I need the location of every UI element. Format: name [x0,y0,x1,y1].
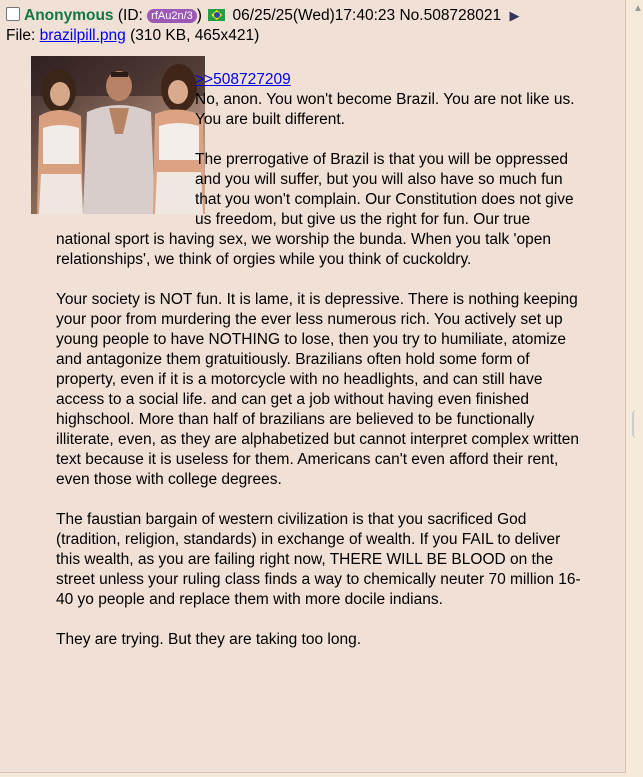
file-info: File: brazilpill.png (310 KB, 465x421) [6,27,260,44]
menu-arrow-icon[interactable]: ▶ [509,8,520,23]
post-paragraph: Your society is NOT fun. It is lame, it is depressive. There is nothing keeping your poor from murdering the ever less numerous rich. You actively set up young people to have NOTHING to lose, then you try to humiliate, atomize and antagonize them gratuitiously. Brazilians often hold some form of property, even if it is a motorcycle with no headlights, and can still have access to a social life. and can get a job without having even finished highschool. More than half of brazilians are believed to be functionally illiterate, even, as they are alphabetized but cannot interpret complex written text because it is useless for them. Americans can't even afford their rent, even those with college degrees. [56,291,579,488]
brazil-flag-icon [208,9,225,21]
post-number[interactable]: No.508728021 [399,7,502,24]
file-meta: (310 KB, 465x421) [125,27,260,44]
poster-name: Anonymous [24,7,114,24]
post-paragraph: The prerrogative of Brazil is that you will be oppressed and you will suffer, but you will also have so much fun that you won't complain. Our Constitution does not give us freedom, but give us the right for fun. Our true national sport is having sex, we worship the bunda. When you talk 'open relationships', we think of orgies while you think of cuckoldry. [56,151,574,268]
post-select-checkbox[interactable] [6,7,20,21]
post-paragraph: No, anon. You won't become Brazil. You are not like us. You are built different. [195,91,575,128]
post-header [6,6,519,26]
id-label: (ID: rfAu2n/3 ) [117,7,202,24]
poster-id-badge[interactable]: rfAu2n/3 [147,9,197,23]
post-body [56,70,581,650]
scroll-up-icon[interactable]: ▲ [633,3,643,14]
quote-link[interactable]: >>508727209 [195,71,291,88]
scrollbar-handle[interactable] [632,410,642,438]
post-paragraph: The faustian bargain of western civilization is that you sacrificed God (tradition, religion, standards) in exchange of wealth. If you FAIL to deliver this wealth, as you are failing right now, THERE WILL BE BLOOD on the street unless your ruling class finds a way to chemically neuter 70 million 16-40 yo people and replace them with more docile indians. [56,511,581,608]
post-datetime: 06/25/25(Wed)17:40:23 [232,7,396,24]
post-paragraph: They are trying. But they are taking too long. [56,631,362,648]
file-link[interactable]: brazilpill.png [39,27,126,44]
